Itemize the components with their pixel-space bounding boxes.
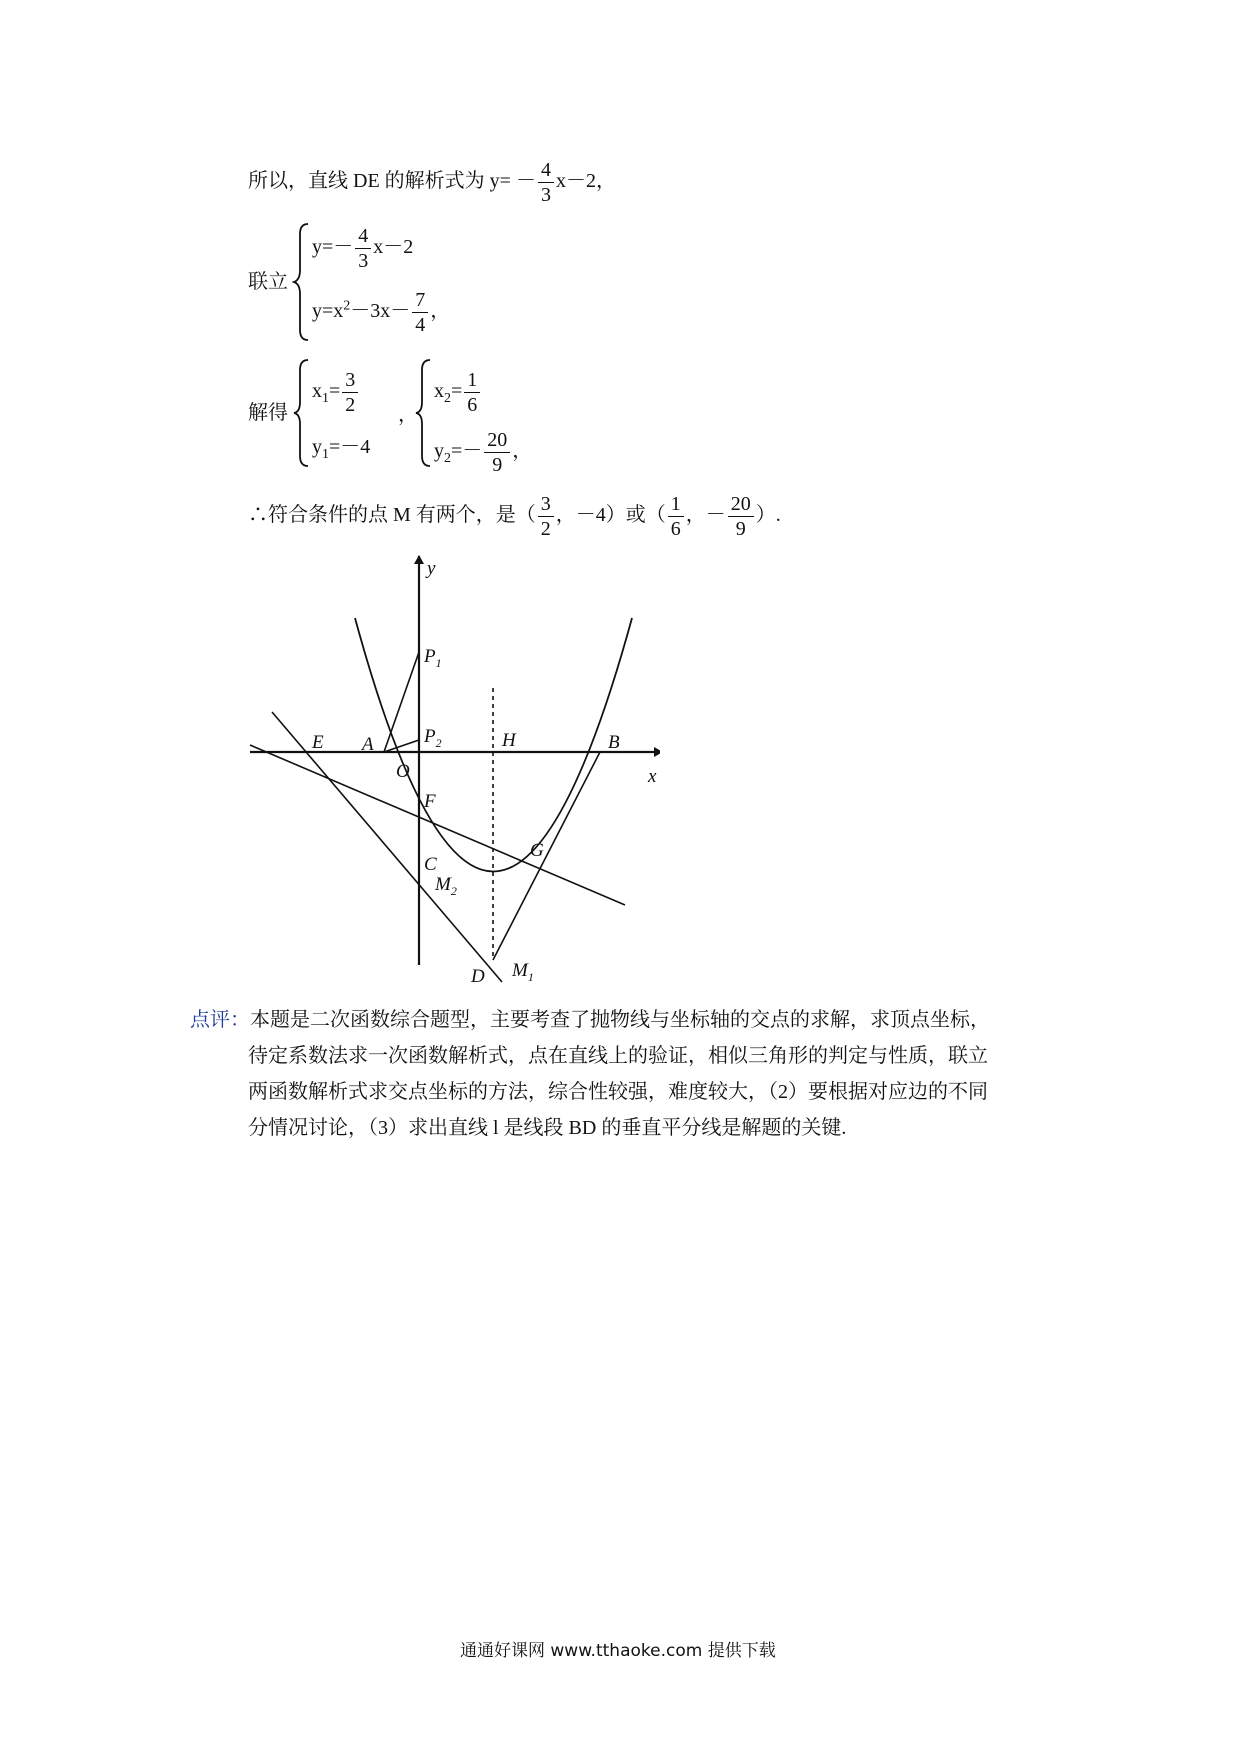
label-o: O [396, 761, 410, 782]
system2-sep: ， [398, 404, 418, 426]
label-y: y [427, 558, 436, 579]
label-e: E [312, 732, 324, 753]
label-f: F [424, 791, 436, 812]
fraction-20-9: $\frac{20}{9}$ [728, 494, 754, 539]
brace-system2b [414, 358, 434, 468]
system1-eq2: $y=x^2-3x-$ $\frac{7}{4}$ ， [312, 289, 451, 336]
system2-label: 解得 [248, 402, 288, 424]
label-m2: $M_2$ [435, 874, 457, 898]
fraction-20-9: $\frac{20}{9}$ [484, 430, 510, 475]
conclusion-line: ∴符合条件的点 M 有两个，是（ $\frac{3}{2}$ ，－4）或（ $\frac{1}{6}$ ，－ $\frac{20}{9}$ ）. [248, 493, 781, 540]
fraction-3-2: $\frac{3}{2}$ [538, 494, 554, 539]
fraction-1-6: $\frac{1}{6}$ [668, 494, 684, 539]
label-m1: $M_1$ [512, 960, 534, 984]
label-p1: $P_1$ [424, 646, 442, 670]
fraction-7-4: $\frac{7}{4}$ [412, 290, 428, 335]
fraction-1-6: $\frac{1}{6}$ [464, 370, 480, 415]
label-x: x [648, 766, 657, 787]
system1-eq1: y=－ $\frac{4}{3}$ x－2 [312, 225, 414, 272]
system2a-y: $y_1=-4$ [312, 436, 371, 462]
line1-prefix: 所以，直线 DE 的解析式为 y= － [248, 170, 536, 193]
line-ap1 [384, 652, 419, 752]
comment-label: 点评： [190, 1009, 250, 1031]
label-c: C [424, 854, 437, 875]
comment-line-2: 待定系数法求一次函数解析式，点在直线上的验证，相似三角形的判定与性质，联立 [248, 1045, 988, 1067]
comment-line-3: 两函数解析式求交点坐标的方法，综合性较强，难度较大，（2）要根据对应边的不同 [248, 1081, 988, 1103]
label-g: G [530, 840, 544, 861]
label-p2: $P_2$ [424, 726, 442, 750]
system1-label: 联立 [248, 271, 288, 293]
system2b-y: $y_2=-$ $\frac{20}{9}$ ， [434, 429, 533, 476]
line-de-equation [248, 160, 616, 205]
brace-system1 [292, 222, 312, 342]
comment-line-4: 分情况讨论，（3）求出直线 l 是线段 BD 的垂直平分线是解题的关键. [248, 1117, 847, 1139]
brace-system2a [292, 358, 312, 468]
comment-line-1: 点评：本题是二次函数综合题型，主要考查了抛物线与坐标轴的交点的求解，求顶点坐标， [190, 1009, 990, 1031]
fraction-4-3: $\frac{4}{3}$ [538, 160, 554, 205]
fraction-3-2: $\frac{3}{2}$ [342, 370, 358, 415]
system2a-x: $x_1=$ $\frac{3}{2}$ [312, 370, 360, 415]
parabola-figure [240, 550, 660, 990]
comment-block [190, 1002, 1070, 1146]
label-b: B [608, 732, 620, 753]
line1-suffix: x－2， [555, 170, 616, 193]
fraction-4-3: $\frac{4}{3}$ [355, 226, 371, 271]
label-h: H [502, 730, 516, 751]
label-d: D [471, 966, 485, 987]
system2b-x: $x_2=$ $\frac{1}{6}$ [434, 370, 482, 415]
line-ap2 [384, 740, 419, 752]
label-a: A [362, 734, 374, 755]
footer-text: 通通好课网 www.tthaoke.com 提供下载 [460, 1641, 776, 1661]
